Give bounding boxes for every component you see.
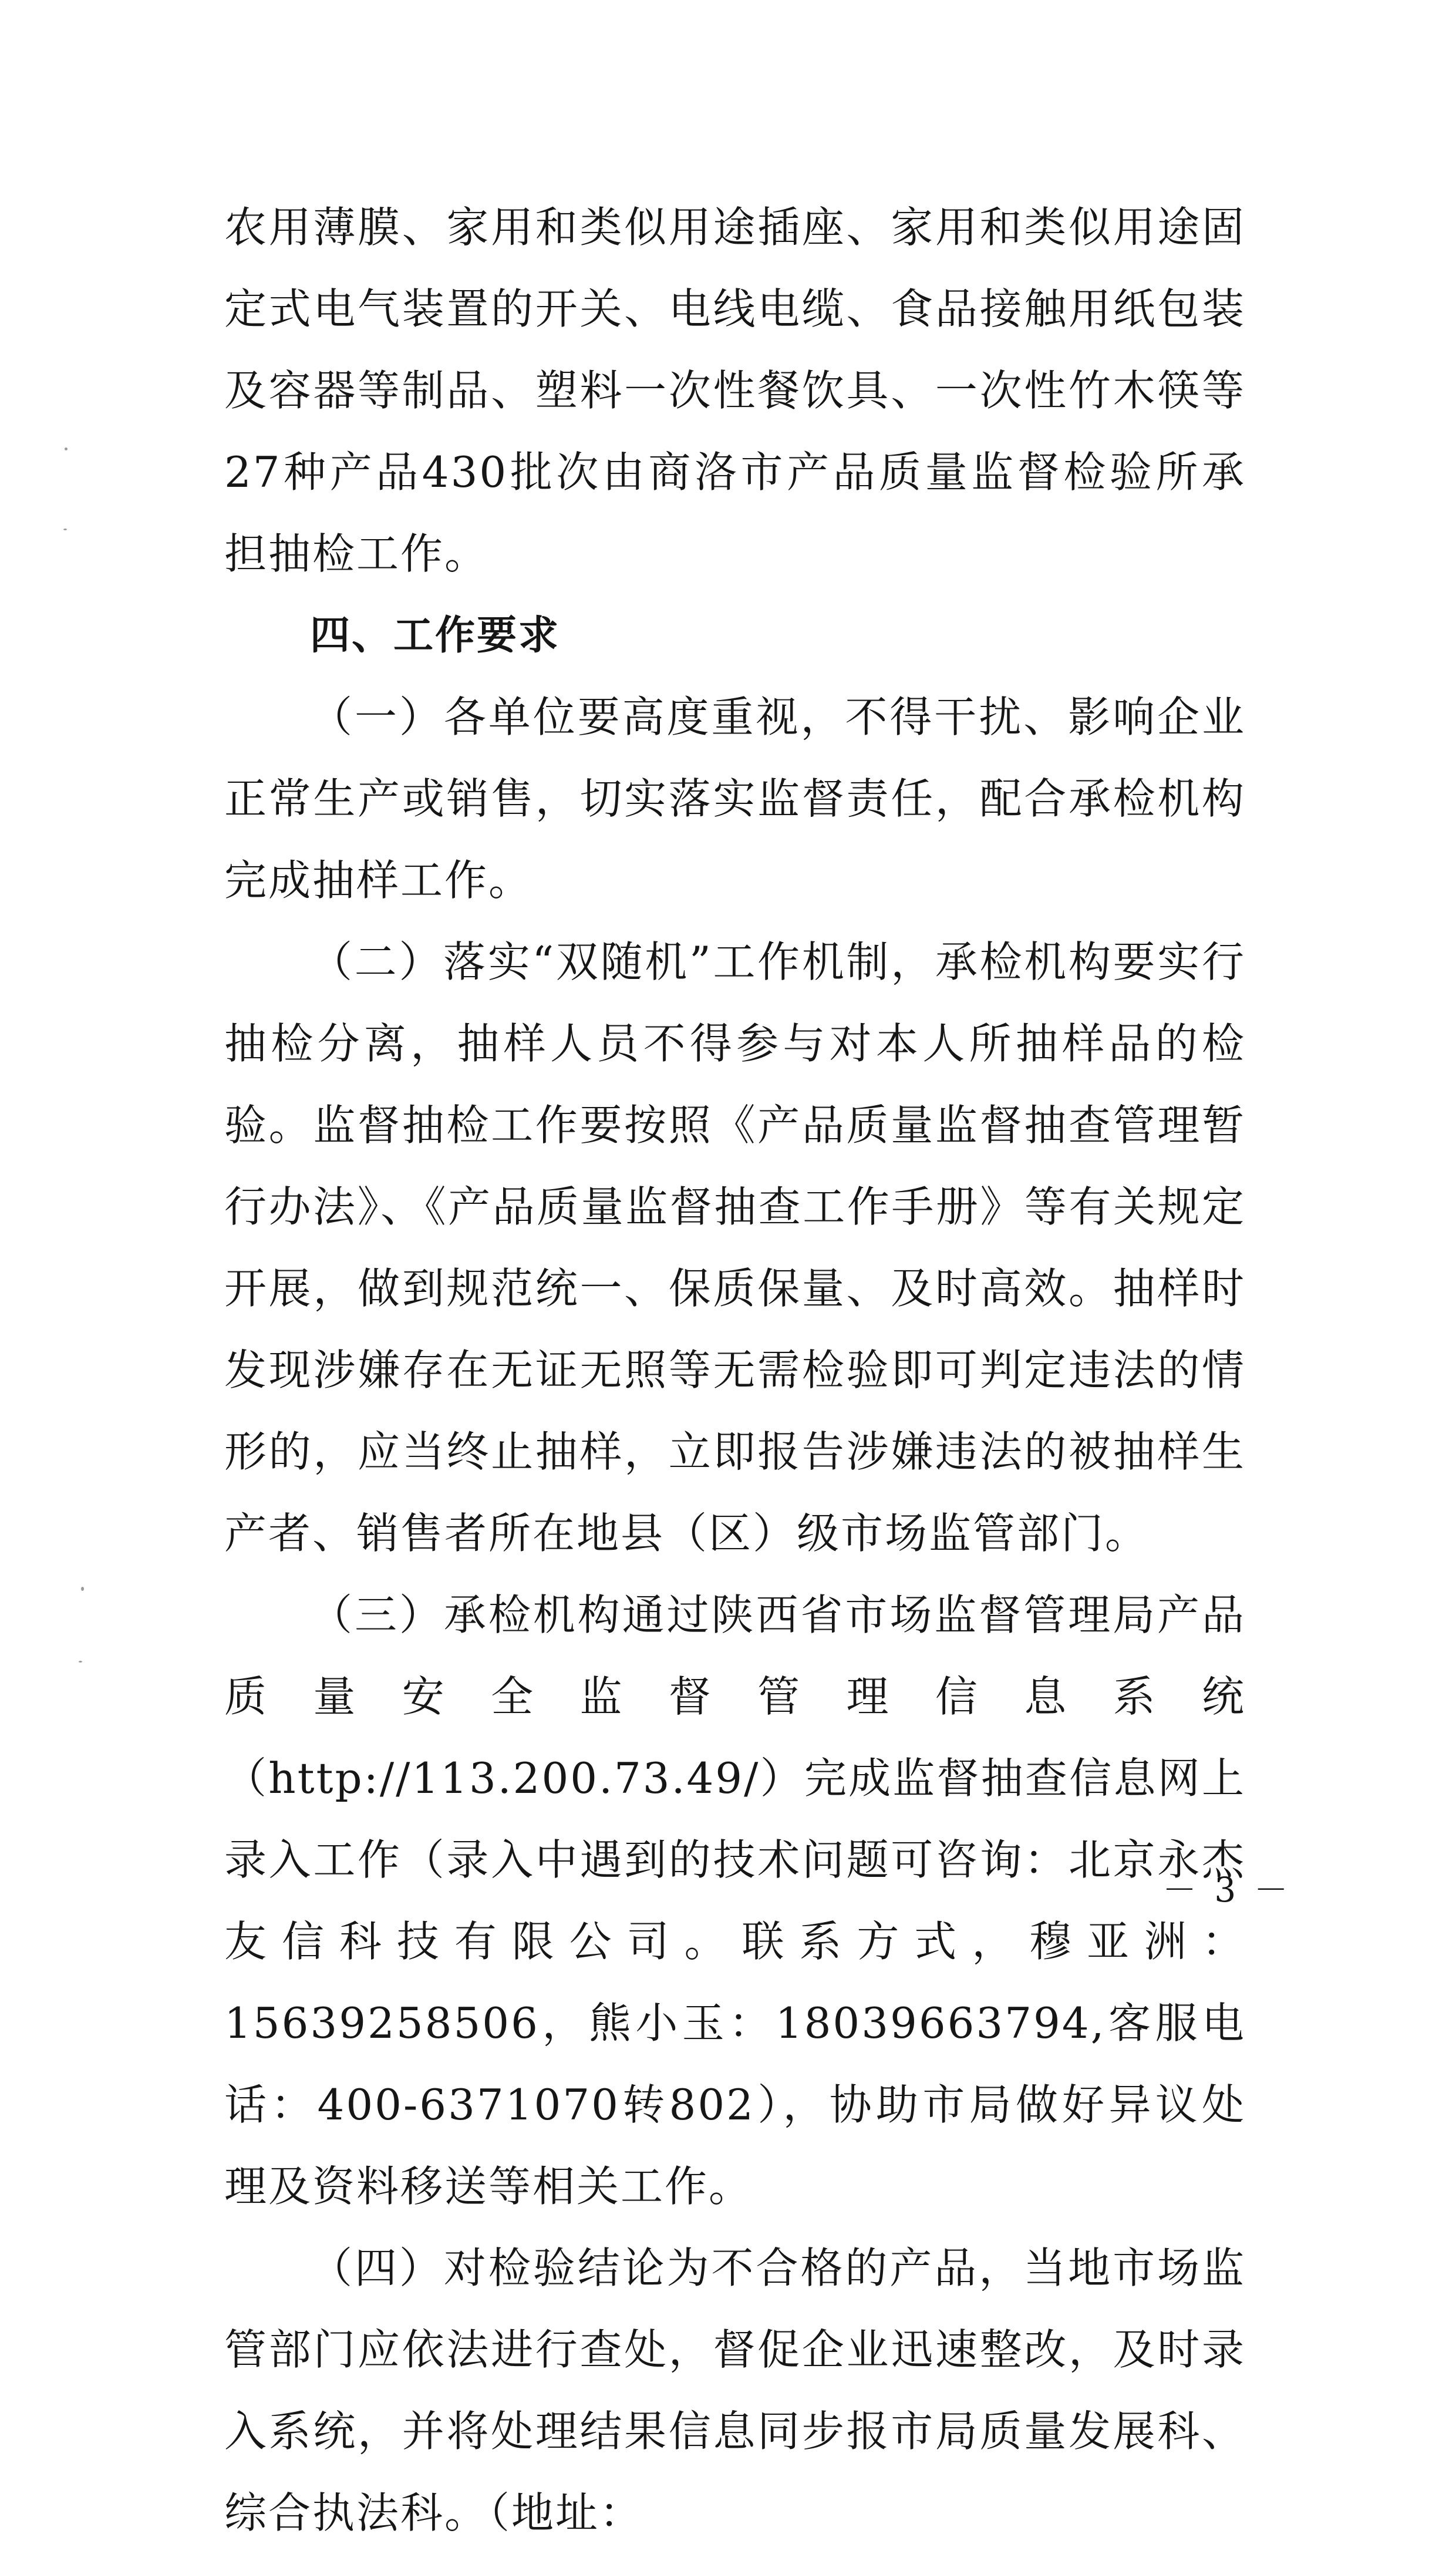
page-number: － 3 － [1162,1870,1292,1910]
paragraph-item-4: （四）对检验结论为不合格的产品，当地市场监管部门应依法进行查处，督促企业迅速整改，及时录入系统，并将处理结果信息同步报市局质量发展科、综合执法科。（地址： [224,2243,1246,2538]
scan-speck [81,1587,84,1591]
paragraph-item-3: （三）承检机构通过陕西省市场监督管理局产品质量安全监督管理信息系统（http://113.200.73.49/）完成监督抽查信息网上录入工作（录入中遇到的技术问题可咨询：北京永杰友信科技有限公司。联系方式，穆亚洲：15639258506，熊小玉：18039663794,客服电话：400-6371070转802），协助市局做好异议处理及资料移送等相关工作。 [224,1590,1246,2211]
paragraph-item-2: （二）落实“双随机”工作机制，承检机构要实行抽检分离，抽样人员不得参与对本人所抽样品的检验。监督抽检工作要按照《产品质量监督抽查管理暂行办法》、《产品质量监督抽查工作手册》等有关规定开展，做到规范统一、保质保量、及时高效。抽样时发现涉嫌存在无证无照等无需检验即可判定违法的情形的，应当终止抽样，立即报告涉嫌违法的被抽样生产者、销售者所在地县（区）级市场监管部门。 [224,937,1246,1558]
paragraph-continuation: 农用薄膜、家用和类似用途插座、家用和类似用途固定式电气装置的开关、电线电缆、食品接触用纸包装及容器等制品、塑料一次性餐饮具、一次性竹木筷等27种产品430批次由商洛市产品质量监督检验所承担抽检工作。 [224,203,1246,578]
scan-speck [65,447,68,450]
paragraph-item-1: （一）各单位要高度重视，不得干扰、影响企业正常生产或销售，切实落实监督责任，配合承检机构完成抽样工作。 [224,692,1246,905]
scan-speck [63,529,67,530]
scan-speck [79,1661,82,1663]
document-body [224,187,1246,2554]
section-heading: 四、工作要求 [310,613,561,659]
